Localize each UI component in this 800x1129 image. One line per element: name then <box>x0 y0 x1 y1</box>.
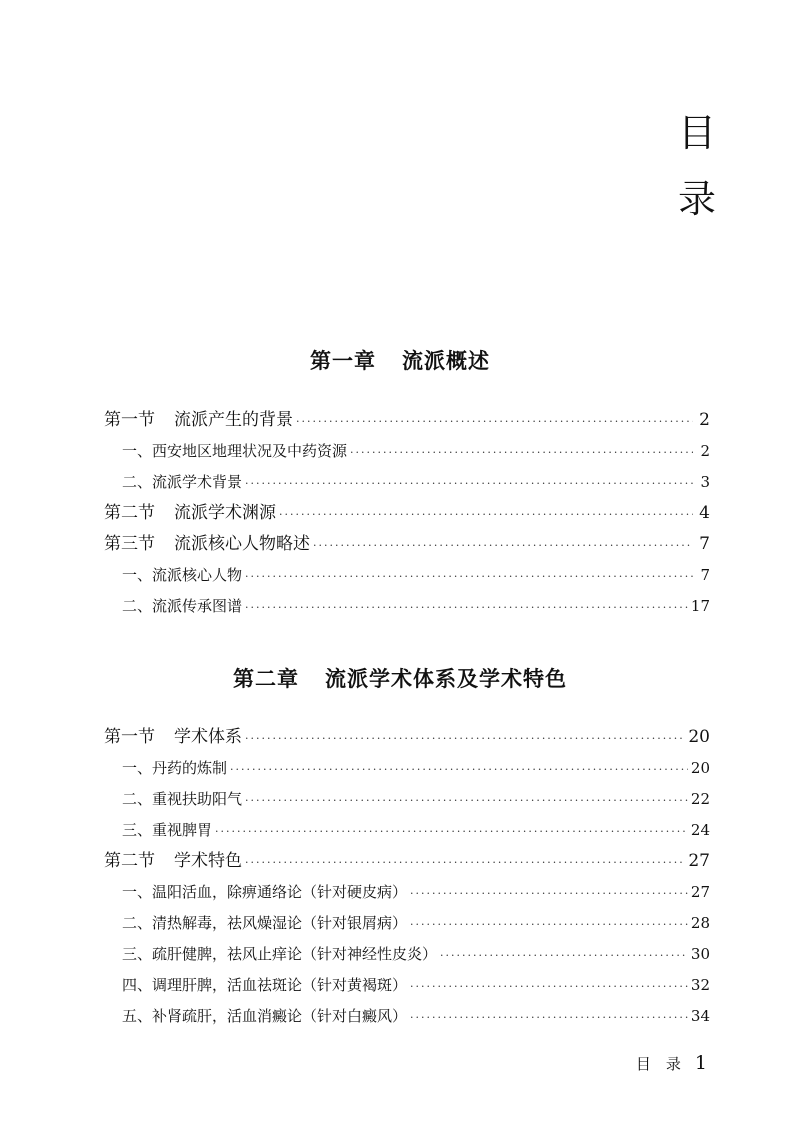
page-title <box>672 100 722 232</box>
toc-entry[interactable] <box>104 753 710 784</box>
section-number: 第一节 <box>104 410 155 430</box>
chapter-1-toc <box>104 405 710 622</box>
page-title-char-2: 录 <box>677 177 716 221</box>
page-number: 4 <box>699 503 710 523</box>
page-number: 22 <box>690 790 710 808</box>
toc-entry[interactable] <box>104 784 710 815</box>
dot-leader <box>313 530 693 561</box>
entry-label: 一、温阳活血，除痹通络论（针对硬皮病） <box>122 883 408 901</box>
toc-entry[interactable] <box>104 467 710 498</box>
toc-entry[interactable] <box>104 405 710 436</box>
entry-label: 四、调理肝脾，活血祛斑论（针对黄褐斑） <box>122 976 408 994</box>
toc-entry[interactable] <box>104 846 710 877</box>
entry-label: 流派核心人物略述 <box>174 534 310 554</box>
page-number: 28 <box>690 914 710 932</box>
entry-label: 三、疏肝健脾，祛风止痒论（针对神经性皮炎） <box>122 945 438 963</box>
entry-label: 一、流派核心人物 <box>122 566 243 584</box>
page-number: 3 <box>700 473 710 491</box>
dot-leader <box>410 878 688 909</box>
chapter-1-heading <box>0 345 800 375</box>
page-number: 24 <box>690 821 710 839</box>
toc-entry[interactable] <box>104 939 710 970</box>
dot-leader <box>279 499 693 530</box>
chapter-number: 第一章 <box>310 348 376 373</box>
entry-label: 流派学术渊源 <box>174 503 276 523</box>
entry-label: 一、西安地区地理状况及中药资源 <box>122 442 348 460</box>
page-number: 20 <box>688 727 710 747</box>
dot-leader <box>230 754 688 785</box>
chapter-number: 第二章 <box>233 666 299 691</box>
dot-leader <box>350 437 693 468</box>
entry-label: 学术特色 <box>174 851 242 871</box>
dot-leader <box>215 816 688 847</box>
entry-label: 二、清热解毒，祛风燥湿论（针对银屑病） <box>122 914 408 932</box>
page-number: 20 <box>690 759 710 777</box>
page-number: 27 <box>688 851 710 871</box>
dot-leader <box>245 468 693 499</box>
section-number: 第二节 <box>104 851 155 871</box>
section-number: 第三节 <box>104 534 155 554</box>
page-number: 2 <box>700 442 710 460</box>
toc-entry[interactable] <box>104 815 710 846</box>
chapter-2-toc <box>104 722 710 1032</box>
entry-label: 二、流派学术背景 <box>122 473 243 491</box>
toc-entry[interactable] <box>104 560 710 591</box>
toc-entry[interactable] <box>104 1001 710 1032</box>
entry-label: 五、补肾疏肝，活血消癜论（针对白癜风） <box>122 1007 408 1025</box>
page-title-char-1: 目 <box>677 111 716 155</box>
page-number: 17 <box>690 597 710 615</box>
toc-entry[interactable] <box>104 436 710 467</box>
toc-entry[interactable] <box>104 908 710 939</box>
chapter-2-heading <box>0 663 800 693</box>
page-number: 30 <box>690 945 710 963</box>
toc-entry[interactable] <box>104 498 710 529</box>
page-footer <box>636 1052 707 1074</box>
toc-entry[interactable] <box>104 529 710 560</box>
dot-leader <box>296 406 693 437</box>
page-number: 34 <box>690 1007 710 1025</box>
entry-label: 二、流派传承图谱 <box>122 597 243 615</box>
dot-leader <box>245 723 685 754</box>
page-number: 7 <box>699 534 710 554</box>
dot-leader <box>245 785 688 816</box>
entry-label: 流派产生的背景 <box>174 410 293 430</box>
dot-leader <box>440 940 688 971</box>
page-number: 2 <box>699 410 710 430</box>
footer-page-number: 1 <box>694 1052 707 1074</box>
dot-leader <box>245 592 688 623</box>
dot-leader <box>410 909 688 940</box>
toc-entry[interactable] <box>104 722 710 753</box>
entry-label: 一、丹药的炼制 <box>122 759 228 777</box>
entry-label: 三、重视脾胃 <box>122 821 213 839</box>
entry-label: 学术体系 <box>174 727 242 747</box>
dot-leader <box>245 847 685 878</box>
dot-leader <box>410 971 688 1002</box>
footer-label: 目 录 <box>635 1055 681 1073</box>
dot-leader <box>410 1002 688 1033</box>
chapter-title: 流派学术体系及学术特色 <box>325 666 567 691</box>
toc-entry[interactable] <box>104 591 710 622</box>
chapter-title: 流派概述 <box>402 348 490 373</box>
page-number: 27 <box>690 883 710 901</box>
dot-leader <box>245 561 693 592</box>
toc-entry[interactable] <box>104 970 710 1001</box>
page-number: 32 <box>690 976 710 994</box>
section-number: 第一节 <box>104 727 155 747</box>
section-number: 第二节 <box>104 503 155 523</box>
toc-entry[interactable] <box>104 877 710 908</box>
entry-label: 二、重视扶助阳气 <box>122 790 243 808</box>
page-number: 7 <box>700 566 710 584</box>
